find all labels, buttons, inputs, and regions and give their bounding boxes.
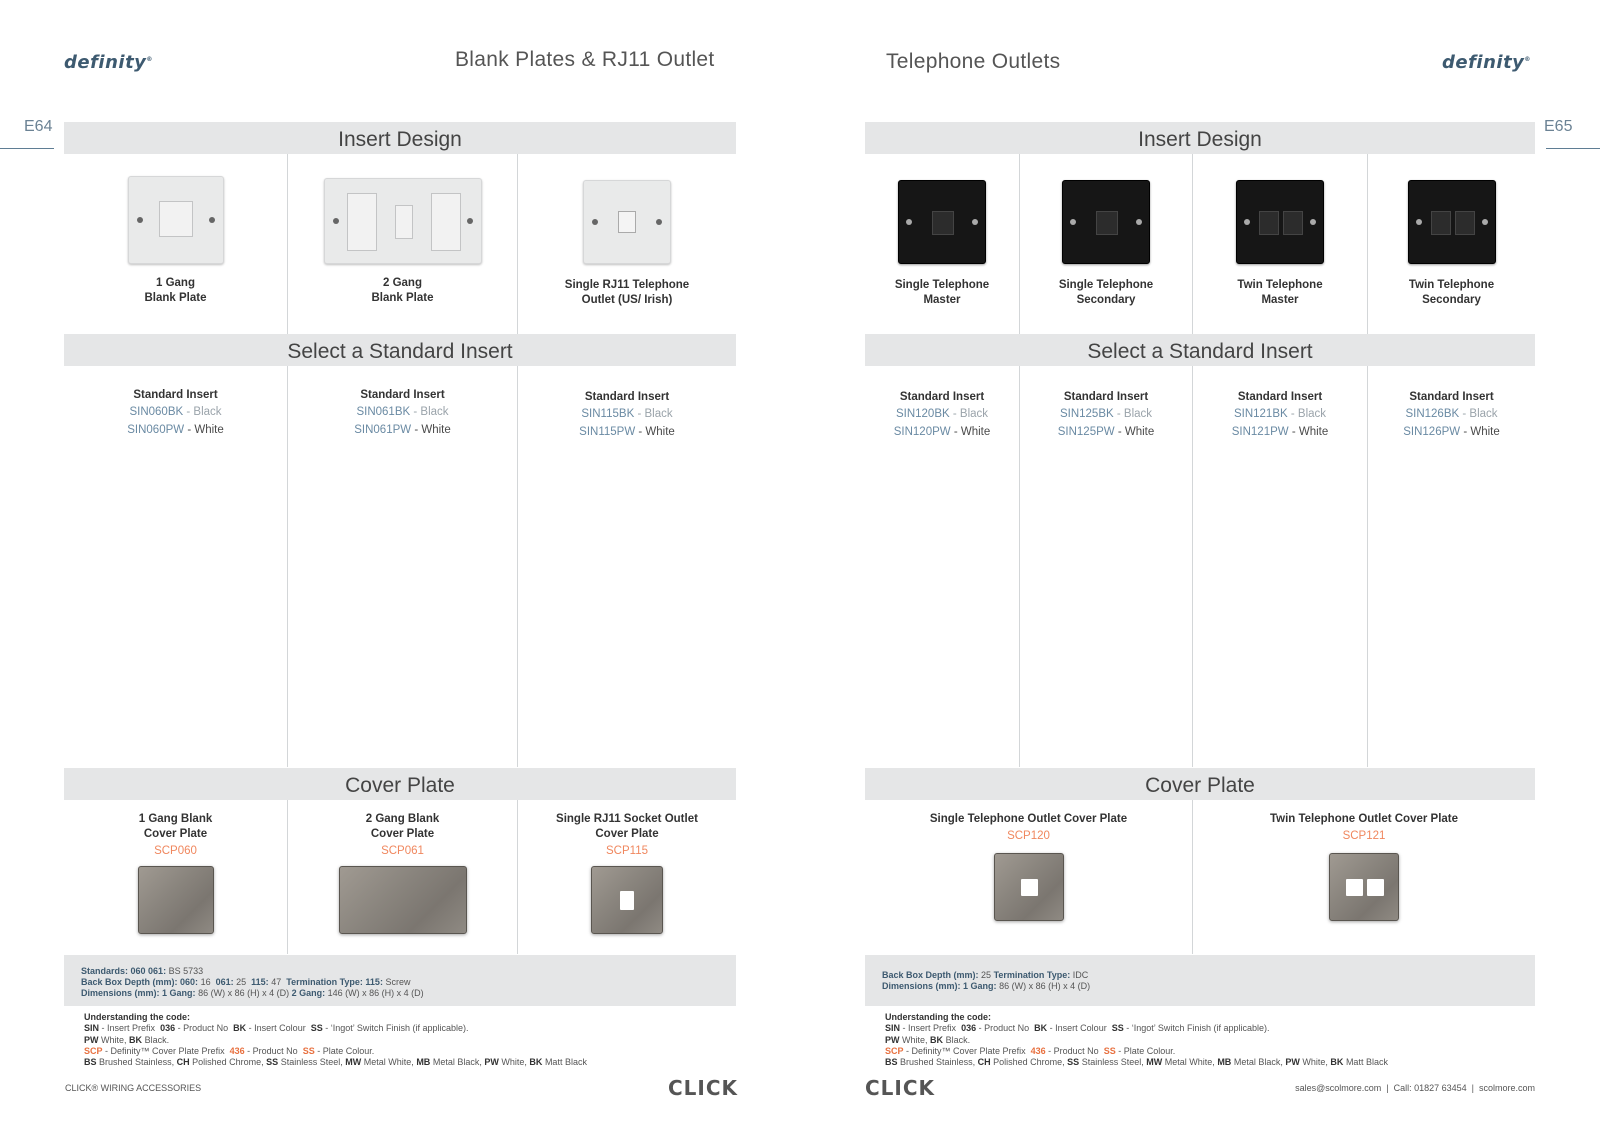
black-variant: SIN115BK - Black [581, 408, 673, 420]
insert-image [1062, 180, 1150, 264]
insert-image [1408, 180, 1496, 264]
telephone-socket-icon [1259, 211, 1279, 235]
telephone-socket-icon [1455, 211, 1475, 235]
screw-icon [467, 218, 473, 224]
definity-logo: definity® [64, 52, 153, 73]
click-logo: CLICK [668, 1076, 739, 1100]
cover-code: SCP115 [606, 845, 648, 857]
cover-caption: 1 Gang Blank Cover Plate [138, 813, 213, 840]
telephone-socket-icon [1096, 211, 1118, 235]
insert-title: Standard Insert [584, 391, 670, 403]
blank-pattern-icon [159, 201, 193, 237]
page-rule [0, 148, 54, 149]
standard-insert-3 [1193, 390, 1367, 441]
product-caption: Single RJ11 Telephone Outlet (US/ Irish) [564, 279, 690, 306]
screw-icon [137, 217, 143, 223]
cover-plate-1 [64, 812, 287, 934]
cover-plate-image [339, 866, 467, 934]
standard-insert-band: Select a Standard Insert [865, 334, 1535, 366]
page-rule [1546, 148, 1600, 149]
insert-title: Standard Insert [1063, 391, 1149, 403]
cover-caption: Single RJ11 Socket Outlet Cover Plate [556, 813, 698, 840]
footer-contact: sales@scolmore.com | Call: 01827 63454 | scolmore.com [1295, 1083, 1535, 1093]
page-number: E65 [1544, 118, 1573, 135]
page-number: E64 [24, 118, 53, 135]
standard-insert-2 [1020, 390, 1192, 441]
product-rj11-outlet [518, 180, 736, 308]
screw-icon [1416, 219, 1422, 225]
blank-pattern-icon [347, 193, 377, 251]
insert-title: Standard Insert [360, 389, 445, 401]
product-caption: Single Telephone Master [894, 279, 990, 306]
standard-insert-1 [865, 390, 1019, 441]
page-title: Blank Plates & RJ11 Outlet [455, 48, 715, 71]
cover-caption: Single Telephone Outlet Cover Plate [929, 813, 1128, 825]
blank-pattern-icon [395, 205, 413, 239]
code-legend: Understanding the code: SIN - Insert Prefix 036 - Product No BK - Insert Colour SS - ‘Ingot’ Switch Finish (if applicable). PW White, BK Black. SCP - Definity™ Cover Plate Prefix 436 - Product No SS - Plate Colour. BS Brushed Stainless, CH Polished Chrome, SS Stainless Steel, MW Metal White, MB Metal Black, PW White, BK Matt Black [84, 1012, 587, 1068]
cover-plate-3 [518, 812, 736, 934]
screw-icon [656, 219, 662, 225]
rj11-socket-icon [618, 211, 636, 233]
screw-icon [1070, 219, 1076, 225]
insert-image [1236, 180, 1324, 264]
white-variant: SIN125PW - White [1057, 426, 1155, 438]
standard-insert-4 [1368, 390, 1535, 441]
cover-caption: Twin Telephone Outlet Cover Plate [1269, 813, 1459, 825]
standard-insert-2 [288, 388, 517, 439]
cover-plate-image [138, 866, 214, 934]
screw-icon [1244, 219, 1250, 225]
insert-image [583, 180, 671, 264]
telephone-socket-icon [932, 211, 954, 235]
screw-icon [209, 217, 215, 223]
product-2gang-blank [288, 178, 517, 306]
white-variant: SIN121PW - White [1231, 426, 1329, 438]
product-twin-secondary [1368, 180, 1535, 308]
code-legend: Understanding the code: SIN - Insert Prefix 036 - Product No BK - Insert Colour SS - ‘Ingot’ Switch Finish (if applicable). PW White, BK Black. SCP - Definity™ Cover Plate Prefix 436 - Product No SS - Plate Colour. BS Brushed Stainless, CH Polished Chrome, SS Stainless Steel, MW Metal White, MB Metal Black, PW White, BK Matt Black [885, 1012, 1388, 1068]
black-variant: SIN061BK - Black [356, 406, 449, 418]
standard-insert-3 [518, 390, 736, 441]
white-variant: SIN126PW - White [1403, 426, 1500, 438]
screw-icon [333, 218, 339, 224]
cover-plate-image [591, 866, 663, 934]
cover-plate-band: Cover Plate [64, 768, 736, 800]
screw-icon [1482, 219, 1488, 225]
standard-insert-band: Select a Standard Insert [64, 334, 736, 366]
cover-code: SCP061 [381, 845, 424, 857]
right-page [800, 0, 1600, 1135]
black-variant: SIN120BK - Black [895, 408, 989, 420]
screw-icon [1136, 219, 1142, 225]
spec-box: Standards: 060 061: BS 5733 Back Box Depth (mm): 060: 16 061: 25 115: 47 Termination Type: 115: Screw Dimensions (mm): 1 Gang: 86 (W) x 86 (H) x 4 (D) 2 Gang: 146 (W) x 86 (H) x 4 (D) [64, 955, 736, 1006]
screw-icon [592, 219, 598, 225]
definity-logo: definity® [1442, 52, 1531, 73]
footer-brand: CLICK® WIRING ACCESSORIES [65, 1083, 202, 1093]
cover-caption: 2 Gang Blank Cover Plate [365, 813, 440, 840]
blank-pattern-icon [431, 193, 461, 251]
telephone-socket-icon [1431, 211, 1451, 235]
product-caption: Single Telephone Secondary [1058, 279, 1154, 306]
insert-image [128, 176, 224, 264]
screw-icon [906, 219, 912, 225]
socket-window-icon [1021, 879, 1038, 896]
cover-code: SCP120 [1007, 830, 1050, 842]
product-caption: 2 Gang Blank Plate [371, 277, 434, 304]
insert-image [898, 180, 986, 264]
screw-icon [972, 219, 978, 225]
screw-icon [1310, 219, 1316, 225]
socket-window-icon [620, 891, 634, 910]
white-variant: SIN120PW - White [893, 426, 991, 438]
insert-title: Standard Insert [133, 389, 218, 401]
product-single-secondary [1020, 180, 1192, 308]
socket-window-icon [1367, 879, 1384, 896]
black-variant: SIN126BK - Black [1405, 408, 1498, 420]
cover-plate-single [865, 812, 1192, 921]
insert-design-band: Insert Design [865, 122, 1535, 154]
product-caption: Twin Telephone Secondary [1408, 279, 1495, 306]
black-variant: SIN121BK - Black [1233, 408, 1327, 420]
cover-plate-band: Cover Plate [865, 768, 1535, 800]
standard-insert-1 [64, 388, 287, 439]
telephone-socket-icon [1283, 211, 1303, 235]
insert-title: Standard Insert [899, 391, 985, 403]
cover-plate-twin [1193, 812, 1535, 921]
insert-design-band: Insert Design [64, 122, 736, 154]
product-twin-master [1193, 180, 1367, 308]
page-title: Telephone Outlets [886, 50, 1061, 73]
product-caption: 1 Gang Blank Plate [144, 277, 207, 304]
product-1gang-blank [64, 176, 287, 306]
cover-code: SCP121 [1342, 830, 1386, 842]
black-variant: SIN060BK - Black [129, 406, 222, 418]
white-variant: SIN061PW - White [354, 424, 451, 436]
product-single-master [865, 180, 1019, 308]
white-variant: SIN060PW - White [127, 424, 224, 436]
socket-window-icon [1346, 879, 1363, 896]
insert-image [324, 178, 482, 264]
cover-plate-image [1329, 853, 1399, 921]
cover-plate-2 [288, 812, 517, 934]
click-logo: CLICK [865, 1076, 936, 1100]
insert-title: Standard Insert [1237, 391, 1323, 403]
black-variant: SIN125BK - Black [1059, 408, 1153, 420]
insert-title: Standard Insert [1409, 391, 1494, 403]
cover-code: SCP060 [154, 845, 197, 857]
cover-plate-image [994, 853, 1064, 921]
spec-box: Back Box Depth (mm): 25 Termination Type: IDC Dimensions (mm): 1 Gang: 86 (W) x 86 (H) x 4 (D) [865, 955, 1535, 1006]
white-variant: SIN115PW - White [579, 426, 675, 438]
product-caption: Twin Telephone Master [1237, 279, 1323, 306]
